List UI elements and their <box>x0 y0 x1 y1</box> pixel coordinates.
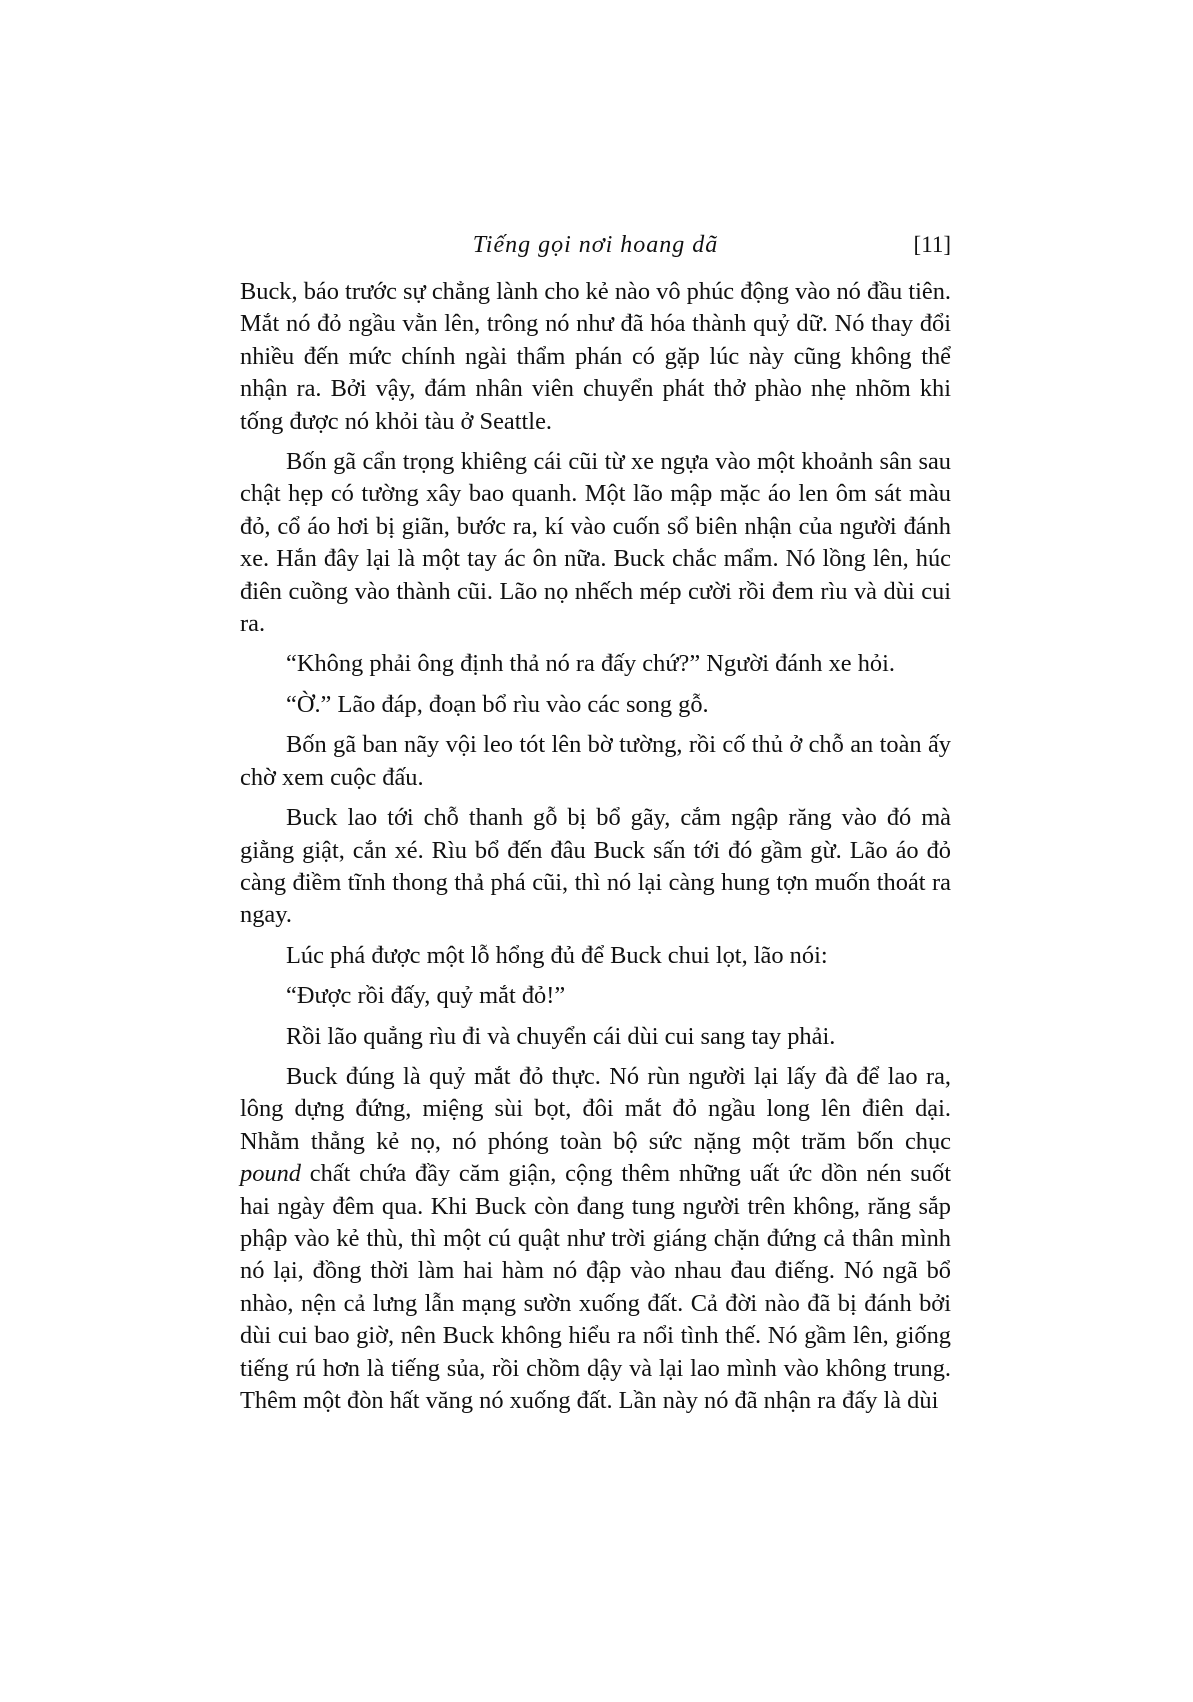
paragraph-9: Rồi lão quẳng rìu đi và chuyển cái dùi cui sang tay phải. <box>286 1022 836 1050</box>
paragraph-10-start: Buck đúng là quỷ mắt đỏ thực. Nó rùn người lại lấy đà để lao ra, lông dựng đứng, miệng sùi bọt, đôi mắt đỏ ngầu long lên điên dại. Nhằm thẳng kẻ nọ, nó phóng toàn bộ sức nặng một trăm bốn chục <box>240 1062 951 1155</box>
book-page <box>240 228 951 1425</box>
paragraph-10 <box>240 1061 951 1417</box>
body-text <box>240 276 951 1417</box>
paragraph-10-end: chất chứa đầy căm giận, cộng thêm những uất ức dồn nén suốt hai ngày đêm qua. Khi Buck còn đang tung người trên không, răng sắp phập vào kẻ thù, thì một cú quật như trời giáng chặn đứng cả thân mình nó lại, đồng thời làm hai hàm nó đập vào nhau đau điếng. Nó ngã bổ nhào, nện cả lưng lẫn mạng sườn xuống đất. Cả đời nào đã bị đánh bởi dùi cui bao giờ, nên Buck không hiểu ra nổi tình thế. Nó gầm lên, giống tiếng rú hơn là tiếng sủa, rồi chồm dậy và lại lao mình vào không trung. Thêm một đòn hất văng nó xuống đất. Lần này nó đã nhận ra đấy là dùi <box>240 1160 951 1414</box>
page-header <box>240 228 951 270</box>
page-number: [11] <box>913 232 951 257</box>
paragraph-6: Buck lao tới chỗ thanh gỗ bị bổ gãy, cắm ngập răng vào đó mà giằng giật, cắn xé. Rìu bổ đến đâu Buck sấn tới đó gầm gừ. Lão áo đỏ càng điềm tĩnh thong thả phá cũi, thì nó lại càng hung tợn muốn thoát ra ngay. <box>240 804 951 929</box>
italic-word: pound <box>240 1160 301 1188</box>
paragraph-5: Bốn gã ban nãy vội leo tót lên bờ tường, rồi cố thủ ở chỗ an toàn ấy chờ xem cuộc đấu. <box>240 731 951 791</box>
paragraph-2: Bốn gã cẩn trọng khiêng cái cũi từ xe ngựa vào một khoảnh sân sau chật hẹp có tường xây bao quanh. Một lão mập mặc áo len ôm sát màu đỏ, cổ áo hơi bị giãn, bước ra, kí vào cuốn sổ biên nhận của người đánh xe. Hắn đây lại là một tay ác ôn nữa. Buck chắc mẩm. Nó lồng lên, húc điên cuồng vào thành cũi. Lão nọ nhếch mép cười rồi đem rìu và dùi cui ra. <box>240 448 951 638</box>
paragraph-7: Lúc phá được một lỗ hổng đủ để Buck chui lọt, lão nói: <box>286 941 828 969</box>
paragraph-1: Buck, báo trước sự chẳng lành cho kẻ nào vô phúc động vào nó đầu tiên. Mắt nó đỏ ngầu vằn lên, trông nó như đã hóa thành quỷ dữ. Nó thay đổi nhiều đến mức chính ngài thẩm phán có gặp lúc này cũng không thể nhận ra. Bởi vậy, đám nhân viên chuyển phát thở phào nhẹ nhõm khi tống được nó khỏi tàu ở Seattle. <box>240 278 951 435</box>
running-title: Tiếng gọi nơi hoang dã <box>472 232 719 258</box>
paragraph-3: “Không phải ông định thả nó ra đấy chứ?” Người đánh xe hỏi. <box>286 650 895 678</box>
paragraph-4: “Ờ.” Lão đáp, đoạn bổ rìu vào các song gỗ. <box>286 690 709 718</box>
paragraph-8: “Được rồi đấy, quỷ mắt đỏ!” <box>286 982 566 1010</box>
